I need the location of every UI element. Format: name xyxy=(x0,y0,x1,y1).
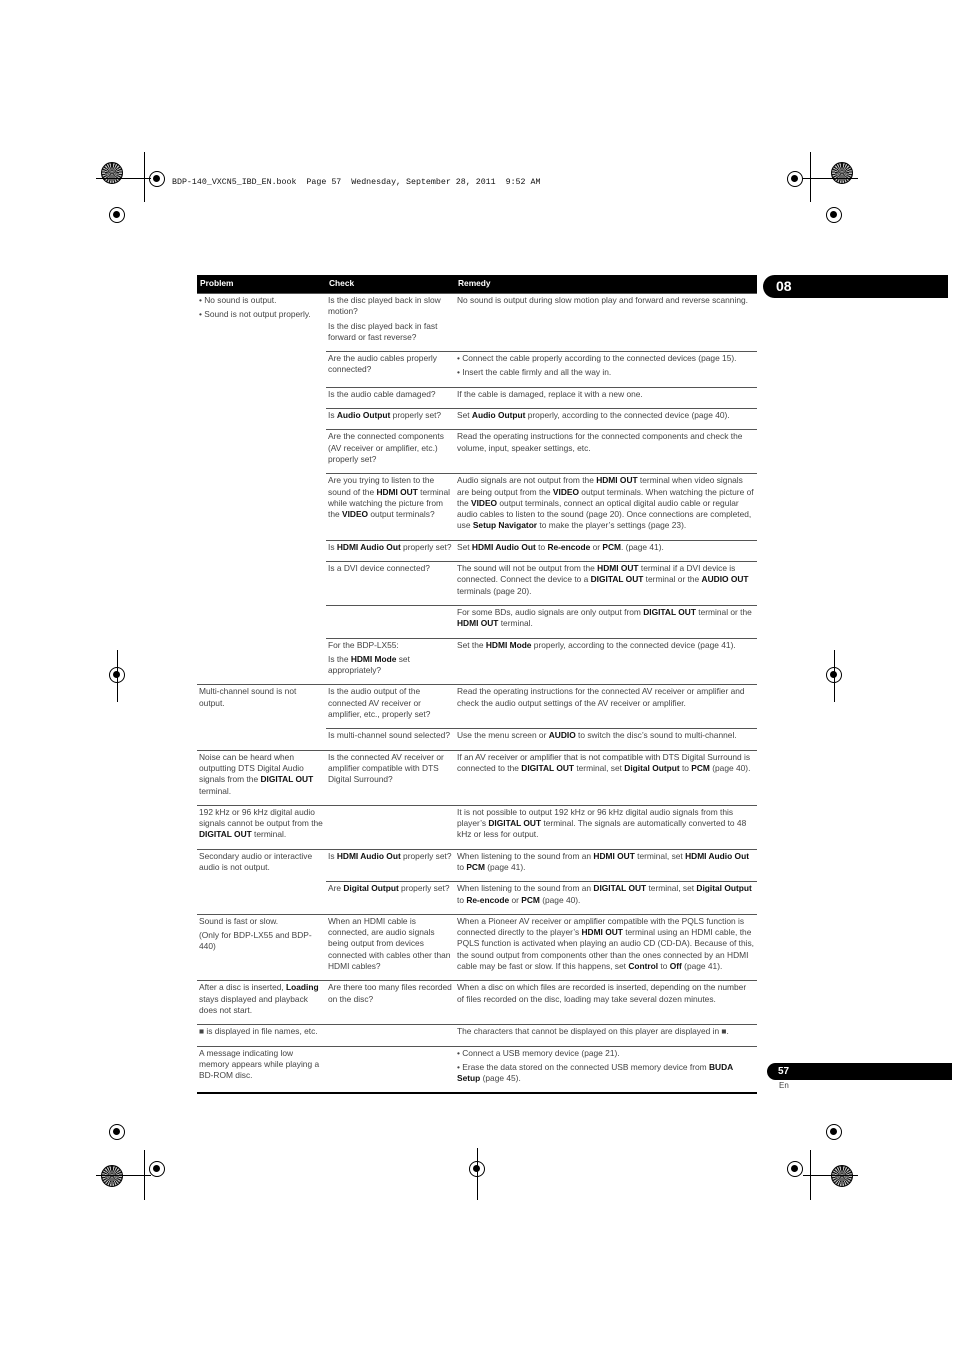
check-cell-line: Is the connected AV receiver or amplifier compatible with DTS Digital Surround? xyxy=(328,751,444,785)
problem-cell xyxy=(197,981,326,1025)
language-label: En xyxy=(779,1081,789,1090)
chapter-tab: 08 xyxy=(763,275,948,298)
check-cell xyxy=(326,540,455,561)
remedy-cell-line: For some BDs, audio signals are only output from DIGITAL OUT terminal or the HDMI OUT terminal. xyxy=(457,606,752,629)
registration-target-icon xyxy=(787,171,803,187)
remedy-cell xyxy=(455,562,757,606)
remedy-cell-line: The characters that cannot be displayed on this player are displayed in ■. xyxy=(457,1026,729,1037)
remedy-cell-line: It is not possible to output 192 kHz or 96 kHz digital audio signals from this player’s DIGITAL OUT terminal. The signals are automatically converted to 48 kHz or less for output. xyxy=(457,806,747,840)
remedy-cell-line: When listening to the sound from an HDMI OUT terminal, set HDMI Audio Out to PCM (page 41). xyxy=(457,850,749,872)
check-cell-line: Is HDMI Audio Out properly set? xyxy=(328,541,452,552)
registration-target-icon xyxy=(149,1161,165,1177)
remedy-cell-line: Use the menu screen or AUDIO to switch the disc’s sound to multi-channel. xyxy=(457,730,737,741)
check-cell xyxy=(326,1025,455,1046)
remedy-cell-line: Audio signals are not output from the HDMI OUT terminal when video signals are being output from the VIDEO output terminals. When watching the picture of the VIDEO output terminals, connect an optical digital audio cable or regular audio cables to listen to the sound (page 20). Once connections are completed, use Setup Navigator to make the player’s settings (page 23). xyxy=(457,475,754,531)
remedy-cell xyxy=(455,638,757,685)
remedy-cell-line: • Connect the cable properly according to the connected devices (page 15). xyxy=(457,353,737,364)
column-header-problem: Problem xyxy=(197,275,326,294)
registration-target-icon xyxy=(109,1124,125,1140)
remedy-cell-line: • Connect a USB memory device (page 21). xyxy=(457,1047,620,1058)
table-row xyxy=(197,1025,757,1046)
remedy-cell-line: Set Audio Output properly, according to the connected device (page 40). xyxy=(457,410,730,421)
check-cell xyxy=(326,1046,455,1093)
check-cell-line: Is the HDMI Mode set appropriately? xyxy=(328,653,410,676)
table-row xyxy=(197,750,757,805)
check-cell xyxy=(326,638,455,685)
check-cell xyxy=(326,914,455,980)
problem-cell xyxy=(197,849,326,914)
remedy-cell xyxy=(455,409,757,430)
problem-cell xyxy=(197,750,326,805)
remedy-cell-line: When a disc on which files are recorded is inserted, depending on the number of files recorded on the disc, loading may take several dozen minutes. xyxy=(457,982,747,1004)
table-row xyxy=(197,914,757,980)
check-cell xyxy=(326,409,455,430)
remedy-cell-line: • Erase the data stored on the connected USB memory device from BUDA Setup (page 45). xyxy=(457,1061,733,1084)
table-row xyxy=(197,849,757,882)
remedy-cell xyxy=(455,750,757,805)
check-cell-line: Are the audio cables properly connected? xyxy=(328,353,437,375)
remedy-cell-line: If an AV receiver or amplifier that is not compatible with DTS Digital Surround is connected to the DIGITAL OUT terminal, set Digital Output to PCM (page 40). xyxy=(457,751,751,773)
remedy-cell-line: Read the operating instructions for the connected components and check the volume, input, speaker settings, etc. xyxy=(457,431,743,453)
problem-cell-line: Noise can be heard when outputting DTS Digital Audio signals from the DIGITAL OUT terminal. xyxy=(199,751,314,796)
check-cell-line: Is Audio Output properly set? xyxy=(328,410,442,421)
check-cell xyxy=(326,750,455,805)
check-cell xyxy=(326,387,455,408)
problem-cell-line: ■ is displayed in file names, etc. xyxy=(199,1026,318,1037)
remedy-cell xyxy=(455,981,757,1025)
remedy-cell-line: Set HDMI Audio Out to Re-encode or PCM. (page 41). xyxy=(457,541,664,552)
registration-target-icon xyxy=(826,207,842,223)
registration-rosette-icon xyxy=(101,162,123,184)
problem-cell-line: • No sound is output. xyxy=(199,295,277,305)
remedy-cell xyxy=(455,352,757,388)
check-cell-line: For the BDP-LX55: xyxy=(328,639,399,650)
check-cell xyxy=(326,430,455,474)
check-cell xyxy=(326,474,455,540)
remedy-cell xyxy=(455,1025,757,1046)
check-cell xyxy=(326,562,455,606)
remedy-cell xyxy=(455,914,757,980)
table-row xyxy=(197,1046,757,1093)
check-cell xyxy=(326,849,455,882)
check-cell xyxy=(326,352,455,388)
table-row xyxy=(197,294,757,352)
check-cell-line: Is the audio cable damaged? xyxy=(328,388,436,399)
check-cell xyxy=(326,729,455,750)
problem-cell xyxy=(197,685,326,750)
remedy-cell xyxy=(455,294,757,352)
check-cell xyxy=(326,685,455,729)
check-cell-line: Is the disc played back in slow motion? xyxy=(328,295,441,317)
check-cell-line: Is a DVI device connected? xyxy=(328,563,430,574)
registration-rosette-icon xyxy=(831,162,853,184)
registration-target-icon xyxy=(149,171,165,187)
check-cell xyxy=(326,294,455,352)
registration-rosette-icon xyxy=(101,1165,123,1187)
remedy-cell-line: The sound will not be output from the HDMI OUT terminal if a DVI device is connected. Connect the device to a DIGITAL OUT terminal or the AUDIO OUT terminals (page 20). xyxy=(457,563,749,596)
problem-cell-line: Sound is fast or slow. xyxy=(199,915,279,926)
remedy-cell-line: Set the HDMI Mode properly, according to the connected device (page 41). xyxy=(457,639,736,650)
remedy-cell xyxy=(455,540,757,561)
remedy-cell xyxy=(455,729,757,750)
problem-cell-line: • Sound is not output properly. xyxy=(199,309,311,320)
remedy-cell-line: When listening to the sound from an DIGITAL OUT terminal, set Digital Output to Re-encode or PCM (page 40). xyxy=(457,883,752,905)
check-cell xyxy=(326,805,455,849)
problem-cell xyxy=(197,805,326,849)
column-header-check: Check xyxy=(326,275,455,294)
print-header: BDP-140_VXCN5_IBD_EN.book Page 57 Wednesday, September 28, 2011 9:52 AM xyxy=(172,178,541,187)
page-number: 57 xyxy=(767,1063,952,1080)
check-cell-line: Is HDMI Audio Out properly set? xyxy=(328,850,452,861)
remedy-cell xyxy=(455,685,757,729)
check-cell-line: Are Digital Output properly set? xyxy=(328,883,450,894)
problem-cell xyxy=(197,914,326,980)
remedy-cell xyxy=(455,1046,757,1093)
remedy-cell xyxy=(455,387,757,408)
remedy-cell-line: • Insert the cable firmly and all the way in. xyxy=(457,367,612,378)
check-cell xyxy=(326,882,455,915)
registration-rosette-icon xyxy=(831,1165,853,1187)
problem-cell-line: After a disc is inserted, Loading stays displayed and playback does not start. xyxy=(199,982,319,1015)
problem-cell-line: 192 kHz or 96 kHz digital audio signals cannot be output from the DIGITAL OUT terminal. xyxy=(199,806,323,840)
remedy-cell xyxy=(455,805,757,849)
registration-target-icon xyxy=(787,1161,803,1177)
problem-cell-line: (Only for BDP-LX55 and BDP-440) xyxy=(199,930,312,952)
problem-cell xyxy=(197,1046,326,1093)
check-cell-line: When an HDMI cable is connected, are audio signals being output from devices connected with cables other than HDMI cables? xyxy=(328,915,451,972)
check-cell-line: Is the audio output of the connected AV receiver or amplifier, etc., properly set? xyxy=(328,686,431,720)
check-cell-line: Are you trying to listen to the sound of the HDMI OUT terminal while watching the picture from the VIDEO output terminals? xyxy=(328,475,450,520)
problem-cell-line: Multi-channel sound is not output. xyxy=(199,686,297,708)
table-row xyxy=(197,805,757,849)
problem-cell-line: A message indicating low memory appears while playing a BD-ROM disc. xyxy=(199,1047,320,1081)
table-row xyxy=(197,981,757,1025)
troubleshooting-table xyxy=(197,275,757,1094)
remedy-cell-line: No sound is output during slow motion play and forward and reverse scanning. xyxy=(457,295,748,305)
problem-cell-line: Secondary audio or interactive audio is not output. xyxy=(199,850,313,872)
remedy-cell xyxy=(455,605,757,638)
table-header-row xyxy=(197,275,757,294)
check-cell-line: Are the connected components (AV receiver or amplifier, etc.) properly set? xyxy=(328,431,444,464)
column-header-remedy: Remedy xyxy=(455,275,757,294)
remedy-cell xyxy=(455,882,757,915)
check-cell xyxy=(326,981,455,1025)
remedy-cell-line: When a Pioneer AV receiver or amplifier compatible with the PQLS function is connected directly to the player’s HDMI OUT terminal using an HDMI cable, the PQLS function is activated when playing an audio CD (CD-DA). Because of this, the sound output from components other than the ones connected by an HDMI cable may be fast or slow. If this happens, set Control to Off (page 41). xyxy=(457,915,754,972)
registration-target-icon xyxy=(826,1124,842,1140)
remedy-cell xyxy=(455,430,757,474)
remedy-cell-line: If the cable is damaged, replace it with a new one. xyxy=(457,388,643,399)
table-row xyxy=(197,685,757,729)
check-cell-line: Is multi-channel sound selected? xyxy=(328,730,450,741)
problem-cell xyxy=(197,294,326,685)
remedy-cell-line: Read the operating instructions for the connected AV receiver or amplifier and check the audio output settings of the AV receiver or amplifier. xyxy=(457,686,745,708)
check-cell xyxy=(326,605,455,638)
remedy-cell xyxy=(455,474,757,540)
registration-target-icon xyxy=(109,207,125,223)
check-cell-line: Is the disc played back in fast forward or fast reverse? xyxy=(328,320,438,342)
problem-cell xyxy=(197,1025,326,1046)
check-cell-line: Are there too many files recorded on the disc? xyxy=(328,982,452,1004)
remedy-cell xyxy=(455,849,757,882)
